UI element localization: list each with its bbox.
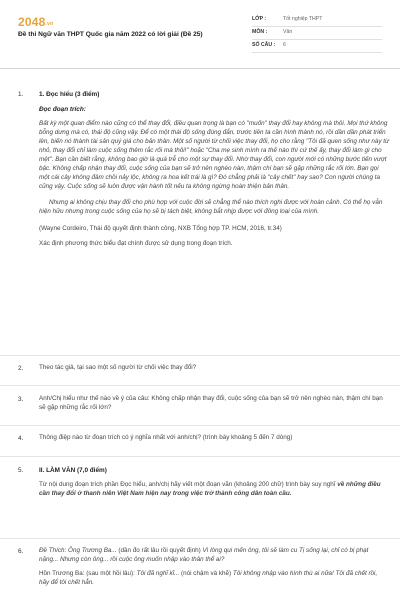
question-text-emphasis: về những điều cần thay đổi ở thanh niên Việt Nam hiện nay trong việc trở thành công dân toàn cầu. bbox=[39, 481, 381, 498]
question-divider bbox=[0, 538, 400, 539]
question-body bbox=[39, 547, 389, 588]
question-divider bbox=[0, 425, 400, 426]
question-number: 6. bbox=[18, 548, 24, 555]
meta-row-subject bbox=[252, 27, 382, 40]
logo-suffix: .vn bbox=[45, 21, 54, 27]
question-number: 3. bbox=[18, 396, 24, 403]
stage-direction: (nói chậm và khẽ) bbox=[179, 569, 233, 577]
question-text: Anh/Chị hiểu như thế nào về ý của câu: Không chấp nhận thay đổi, cuộc sống của bạn sẽ trở nên nghèo nàn, thậm chí bạn sẽ gặp những rắc rối lớn? bbox=[39, 395, 383, 411]
dialogue-italic: Tôi không nhập vào hình thù ai nữa! Tôi đã chết rồi, hãy để tôi chết hẳn. bbox=[39, 569, 378, 586]
section-title: 1. Đọc hiểu (3 điểm) bbox=[39, 91, 100, 98]
exam-meta-table bbox=[252, 14, 382, 53]
question-body bbox=[39, 466, 389, 499]
passage-source: (Wayne Cordeiro, Thái độ quyết định thành công, NXB Tổng hợp TP. HCM, 2016, tr.34) bbox=[39, 224, 282, 232]
passage-heading: Đọc đoạn trích: bbox=[39, 106, 86, 114]
question-body bbox=[39, 90, 389, 248]
question-divider bbox=[0, 355, 400, 356]
question-text: Thông điệp nào từ đoạn trích có ý nghĩa nhất với anh/chị? (trình bày khoảng 5 đến 7 dòng) bbox=[39, 434, 293, 441]
speaker: Đề Thích: bbox=[39, 547, 69, 554]
question-body bbox=[39, 395, 389, 413]
dialogue-line bbox=[39, 547, 389, 565]
passage-paragraph: Bất kỳ một quan điểm nào cũng có thể thay đổi, điều quan trọng là bạn có "muốn" thay đổi hay không mà thôi. Mọi thứ không bỗng dưng mà có, thái độ cũng vậy. Để có một thái độ sống đúng đắn, trước tiên ta cần hình thành nó, rồi dần dần phát triển lên, biến nó thành tài sản quý giá cho bản thân. Một số người từ chối việc thay đổi, họ cho rằng "Tôi đã quen sống như này từ nhỏ, thay đổi chỉ làm cuộc sống thêm rắc rối mà thôi!" hoặc "Cha mẹ sinh mình ra thế nào thì cứ thế ấy, thay đổi làm gì cho mệt". Bạn cần biết rằng, không bao giờ là quá trễ cho một sự thay đổi. Nhờ thay đổi, con người mới có những bước tiến vượt bậc. Không chấp nhận thay đổi, cuộc sống của bạn sẽ trở nên nghèo nàn, thậm chí bạn sẽ gặp những rắc rối lớn. Bạn gọi một cái cây không đâm chồi nảy lộc, không ra hoa kết trái là gì? Đó chẳng phải là "cây chết" hay sao? Con người chúng ta cũng vậy. Cuộc sống sẽ luôn được vận hành tốt nếu ta không ngừng hoàn thiện bản thân. bbox=[39, 120, 390, 190]
dialogue-italic: Tôi đã nghĩ kĩ... bbox=[136, 569, 180, 577]
question-body bbox=[39, 434, 389, 443]
question-text bbox=[39, 481, 389, 499]
dialogue-italic: Ông Trương Ba... bbox=[68, 547, 117, 554]
logo-text: 2048 bbox=[18, 15, 46, 29]
meta-value: 6 bbox=[283, 42, 286, 49]
question-text: Theo tác giả, tại sao một số người từ chối việc thay đổi? bbox=[39, 364, 197, 371]
question-divider bbox=[0, 385, 400, 386]
dialogue-italic: Vì lòng qui mến ông, tôi sẽ làm cu Tị sống lại, chỉ có bị phạt nặng... Nhưng còn ông... rồi cuộc ông muốn nhập vào thân thể ai? bbox=[39, 547, 369, 563]
question-number: 1. bbox=[18, 91, 24, 98]
question-text-plain: Từ nội dung đoạn trích phần Đọc hiểu, anh/chị hãy viết một đoạn văn (khoảng 200 chữ) trình bày suy nghĩ bbox=[39, 481, 338, 489]
dialogue-line bbox=[39, 570, 389, 588]
stage-direction: (dần đo rất lâu rồi quyết định) bbox=[116, 547, 203, 554]
meta-row-count bbox=[252, 40, 382, 53]
passage-paragraph: Nhưng ai không chịu thay đổi cho phù hợp với cuộc đời sẽ chẳng thể nào thích nghi được với hoàn cảnh. Có thể họ vẫn hiện hữu nhưng trong cuộc sống của họ sẽ bị tách biệt, không bắt nhịp được với đông loại của mình. bbox=[39, 198, 383, 215]
question-instruction: Xác định phương thức biểu đạt chính được sử dụng trong đoạn trích. bbox=[39, 239, 233, 247]
meta-row-class bbox=[252, 14, 382, 27]
question-body bbox=[39, 364, 389, 373]
question-number: 5. bbox=[18, 467, 24, 474]
section-title: II. LÀM VĂN (7,0 điểm) bbox=[39, 467, 107, 474]
document-title: Đề thi Ngữ văn THPT Quốc gia năm 2022 có lời giải (Đề 25) bbox=[18, 31, 203, 38]
question-number: 4. bbox=[18, 435, 24, 442]
page-header bbox=[0, 0, 400, 64]
meta-key: SỐ CÂU : bbox=[252, 42, 276, 49]
meta-value: Văn bbox=[283, 29, 293, 36]
question-divider bbox=[0, 456, 400, 457]
question-number: 2. bbox=[18, 365, 24, 372]
speaker: Hồn Trương Ba: (sau một hồi lâu): bbox=[39, 569, 137, 577]
site-logo[interactable] bbox=[18, 14, 53, 31]
header-divider bbox=[0, 68, 400, 69]
meta-key: LỚP : bbox=[252, 16, 267, 23]
meta-key: MÔN : bbox=[252, 29, 268, 36]
meta-value: Tốt nghiệp THPT bbox=[283, 16, 323, 23]
